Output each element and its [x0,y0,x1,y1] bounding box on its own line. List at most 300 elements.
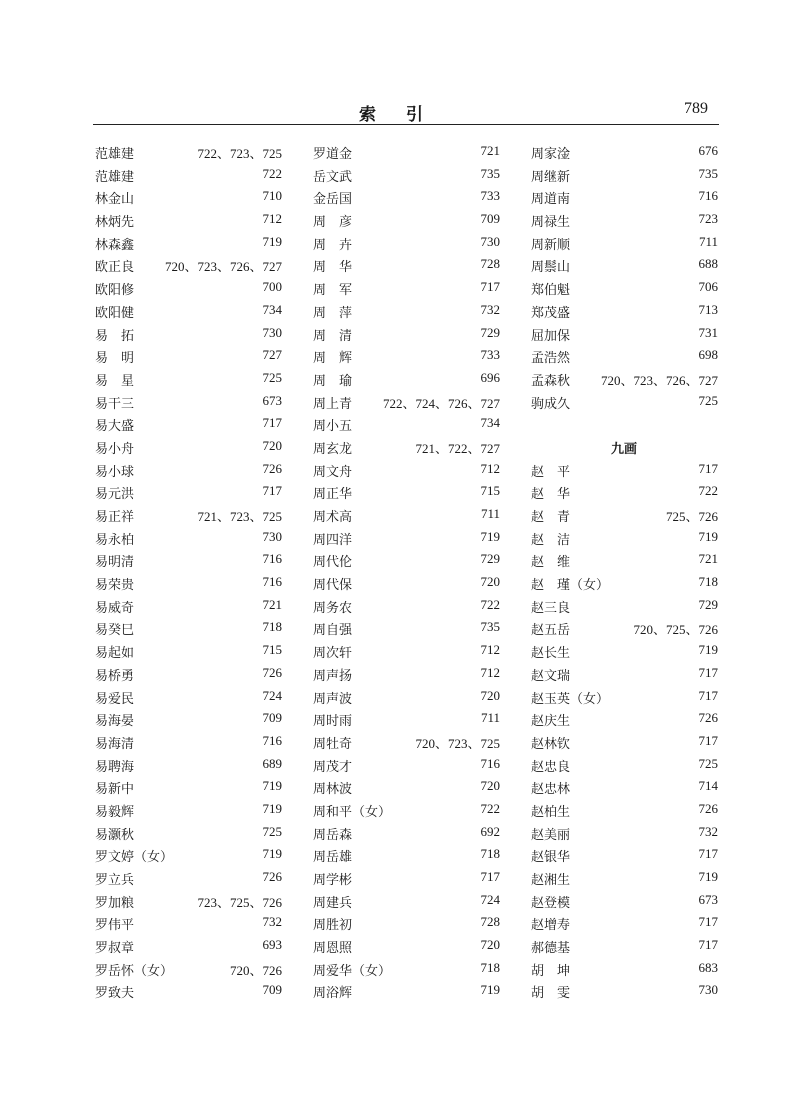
entry-name: 罗加粮 [95,895,135,911]
entry-pages: 716 [262,732,282,748]
entry-name: 赵庆生 [531,714,571,730]
entry-name: 易 明 [95,351,135,367]
section-heading [531,435,718,458]
index-entry [95,367,282,390]
entry-name: 赵林钦 [531,736,571,752]
entry-pages: 730 [698,982,718,998]
entry-name: 周小五 [313,419,353,435]
entry-name: 周务农 [313,600,353,616]
entry-pages: 725 [262,823,282,839]
index-entry [95,707,282,730]
index-entry [531,253,718,276]
entry-pages: 721 [262,596,282,612]
entry-pages: 716 [480,755,500,771]
entry-pages: 719 [480,982,500,998]
entry-pages: 723 [698,211,718,227]
entry-pages: 716 [262,574,282,590]
section-heading-label: 九画 [611,441,638,457]
entry-name: 罗岳怀（女） [95,963,174,979]
entry-pages: 709 [262,710,282,726]
entry-pages: 732 [262,914,282,930]
index-entry [313,435,500,458]
index-entry [95,979,282,1002]
index-entry [531,276,718,299]
entry-pages: 735 [480,619,500,635]
entry-name: 易桥勇 [95,668,135,684]
index-entry [95,503,282,526]
index-column-3 [531,140,718,1002]
entry-name: 赵玉英（女） [531,691,610,707]
entry-pages: 717 [262,415,282,431]
entry-pages: 719 [262,778,282,794]
index-entry [95,548,282,571]
entry-name: 周 辉 [313,351,353,367]
entry-name: 罗道金 [313,147,353,162]
entry-name: 赵三良 [531,600,571,616]
index-entry [95,390,282,413]
entry-name: 罗立兵 [95,873,135,888]
index-entry [531,662,718,685]
entry-pages: 717 [480,869,500,884]
index-entry [531,798,718,821]
entry-name: 周恩照 [313,941,353,957]
index-entry [313,911,500,934]
entry-name: 周声扬 [313,668,353,684]
index-entry [95,299,282,322]
entry-pages: 729 [698,596,718,612]
index-entry [531,957,718,980]
index-entry [313,889,500,912]
entry-pages: 696 [480,369,500,385]
entry-pages: 730 [262,528,282,544]
entry-pages: 717 [698,664,718,680]
entry-name: 周术高 [313,510,353,525]
entry-name: 周上青 [313,396,353,412]
entry-name: 周林波 [313,782,353,798]
index-entry [531,367,718,390]
entry-name: 欧阳修 [95,283,135,299]
entry-name: 赵柏生 [531,804,571,820]
entry-name: 赵美丽 [531,827,571,843]
entry-pages: 712 [480,664,500,680]
index-entry [531,299,718,322]
entry-name: 周四洋 [313,532,353,548]
index-entry [313,390,500,413]
entry-name: 罗致夫 [95,986,135,1002]
index-entry [531,390,718,413]
index-entry [313,662,500,685]
entry-pages: 720 [480,937,500,953]
entry-pages: 719 [698,642,718,658]
entry-pages: 718 [262,619,282,635]
index-entry [313,730,500,753]
entry-name: 周胜初 [313,918,353,934]
entry-name: 周建兵 [313,895,353,911]
index-entry [95,480,282,503]
index-entry [95,435,282,458]
entry-name: 易元洪 [95,487,135,503]
index-entry [313,685,500,708]
entry-name: 孟森秋 [531,373,571,389]
index-entry [95,276,282,299]
entry-name: 罗文婷（女） [95,850,174,866]
index-entry [95,594,282,617]
entry-pages: 726 [698,800,718,816]
index-entry [313,979,500,1002]
entry-name: 孟浩然 [531,351,571,367]
entry-pages: 698 [698,347,718,363]
index-entry [95,821,282,844]
entry-pages: 730 [262,324,282,340]
entry-pages: 728 [480,914,500,930]
entry-pages: 725 [698,392,718,408]
entry-pages: 710 [262,188,282,204]
index-entry [531,140,718,163]
entry-pages: 683 [698,959,718,975]
entry-name: 易起如 [95,646,135,662]
entry-name: 周爱华（女） [313,963,392,979]
entry-name: 林森鑫 [95,237,135,253]
index-entry [313,503,500,526]
index-entry [313,412,500,435]
index-entry [531,979,718,1002]
entry-pages: 717 [698,732,718,748]
entry-pages: 722 [262,165,282,181]
index-entry [531,526,718,549]
entry-pages: 714 [698,778,718,794]
index-entry [313,480,500,503]
index-entry [313,548,500,571]
entry-name: 周 卉 [313,237,353,253]
index-entry [531,889,718,912]
entry-pages: 718 [480,959,500,975]
entry-name: 赵 华 [531,487,571,503]
entry-pages: 720 [262,437,282,453]
index-entry [95,231,282,254]
index-entry [313,185,500,208]
entry-pages: 735 [480,165,500,181]
entry-name: 岳文武 [313,169,353,185]
entry-name: 易小舟 [95,441,135,457]
entry-name: 欧阳健 [95,305,135,321]
entry-name: 易永柏 [95,532,135,548]
entry-pages: 717 [698,846,718,862]
entry-name: 周 彦 [313,215,353,231]
entry-pages: 720、726 [229,962,282,978]
entry-pages: 693 [262,937,282,953]
index-entry [531,480,718,503]
index-entry [95,911,282,934]
index-entry [531,730,718,753]
index-entry [313,571,500,594]
entry-pages: 719 [698,869,718,884]
entry-pages: 717 [698,937,718,953]
entry-pages: 726 [262,460,282,476]
entry-name: 赵增寿 [531,918,571,934]
index-entry [531,163,718,186]
index-entry [313,775,500,798]
entry-name: 周自强 [313,623,353,639]
index-entry [95,458,282,481]
index-entry [531,753,718,776]
index-entry [313,344,500,367]
entry-pages: 733 [480,188,500,204]
entry-pages: 725 [698,755,718,771]
entry-pages: 720、725、726 [633,622,718,638]
index-entry [95,322,282,345]
index-entry [531,934,718,957]
entry-name: 周和平（女） [313,804,392,820]
index-entry [531,185,718,208]
entry-pages: 720、723、725 [415,735,500,751]
entry-pages: 716 [698,188,718,204]
entry-pages: 712 [262,211,282,227]
index-entry [313,208,500,231]
entry-name: 驹成久 [531,396,571,412]
entry-pages: 729 [480,551,500,567]
entry-name: 赵 平 [531,464,571,480]
entry-name: 范雄建 [95,169,135,185]
entry-name: 赵文瑞 [531,668,571,684]
entry-pages: 734 [262,301,282,317]
entry-name: 易大盛 [95,419,135,435]
entry-name: 易海晏 [95,714,135,730]
entry-name: 易海清 [95,736,135,752]
index-entry [313,367,500,390]
index-entry [313,231,500,254]
entry-pages: 730 [480,233,500,249]
entry-pages: 718 [698,574,718,590]
header-rule [93,124,719,125]
entry-pages: 688 [698,256,718,272]
entry-name: 周牡奇 [313,736,353,752]
entry-name: 易灏秋 [95,827,135,843]
index-entry [531,412,718,435]
entry-pages: 720 [480,574,500,590]
index-entry [531,231,718,254]
entry-name: 罗叔章 [95,941,135,957]
index-entry [95,685,282,708]
entry-pages: 709 [480,211,500,227]
entry-name: 周新顺 [531,237,571,253]
entry-name: 易聘海 [95,759,135,775]
entry-name: 易正祥 [95,510,135,525]
entry-name: 易癸巳 [95,623,135,639]
entry-name: 易干三 [95,396,135,412]
index-entry [531,866,718,889]
entry-name: 郑伯魁 [531,283,571,299]
entry-name: 郝德基 [531,941,571,957]
index-entry [313,866,500,889]
entry-name: 周次轩 [313,646,353,662]
entry-pages: 727 [262,347,282,363]
entry-pages: 717 [480,279,500,295]
entry-pages: 729 [480,324,500,340]
entry-name: 周 军 [313,283,353,299]
entry-pages: 720、723、726、727 [600,372,718,388]
index-entry [95,185,282,208]
entry-name: 周浴辉 [313,986,353,1002]
entry-name: 易 星 [95,373,135,389]
index-entry [531,458,718,481]
entry-pages: 725 [262,369,282,385]
entry-name: 易明清 [95,555,135,571]
index-entry [313,526,500,549]
entry-pages: 712 [480,460,500,476]
entry-pages: 724 [480,891,500,907]
entry-name: 胡 雯 [531,986,571,1002]
index-entry [313,276,500,299]
entry-pages: 715 [480,483,500,499]
index-entry [531,344,718,367]
index-entry [95,412,282,435]
entry-pages: 731 [698,324,718,340]
entry-name: 周时雨 [313,714,353,730]
entry-pages: 720 [480,778,500,794]
index-entry [313,299,500,322]
index-entry [313,798,500,821]
entry-pages: 724 [262,687,282,703]
entry-name: 周代伦 [313,555,353,571]
entry-name: 易新中 [95,782,135,798]
entry-name: 范雄建 [95,147,135,162]
entry-pages: 728 [480,256,500,272]
index-entry [313,140,500,163]
index-entry [313,707,500,730]
entry-name: 易小球 [95,464,135,480]
entry-name: 郑茂盛 [531,305,571,321]
entry-pages: 700 [262,279,282,295]
entry-name: 易 拓 [95,328,135,344]
entry-name: 易威奇 [95,600,135,616]
index-entry [95,662,282,685]
entry-name: 周茂才 [313,759,353,775]
index-entry [531,775,718,798]
entry-pages: 726 [262,664,282,680]
index-entry [95,639,282,662]
entry-name: 周正华 [313,487,353,503]
entry-name: 赵湘生 [531,873,571,888]
index-column-1 [95,140,282,1002]
entry-name: 赵 瑾（女） [531,578,610,594]
entry-pages: 676 [698,143,718,158]
entry-name: 易毅辉 [95,804,135,820]
index-entry [95,526,282,549]
entry-name: 周玄龙 [313,441,353,457]
entry-name: 周代保 [313,578,353,594]
entry-pages: 723、725、726 [197,894,282,910]
entry-pages: 719 [262,233,282,249]
index-entry [95,616,282,639]
entry-name: 林炳先 [95,215,135,231]
entry-name: 屈加保 [531,328,571,344]
index-entry [531,616,718,639]
index-entry [95,866,282,889]
entry-pages: 711 [480,710,500,726]
entry-name: 赵忠林 [531,782,571,798]
entry-pages: 673 [262,392,282,408]
index-entry [95,934,282,957]
entry-pages: 719 [262,846,282,862]
entry-pages: 726 [262,869,282,884]
index-entry [95,798,282,821]
entry-name: 赵银华 [531,850,571,866]
entry-pages: 732 [698,823,718,839]
index-entry [95,571,282,594]
entry-pages: 732 [480,301,500,317]
index-entry [531,548,718,571]
index-entry [531,322,718,345]
entry-pages: 719 [698,528,718,544]
index-entry [95,163,282,186]
entry-pages: 717 [698,460,718,476]
index-entry [313,843,500,866]
index-entry [95,253,282,276]
index-entry [531,707,718,730]
entry-pages: 719 [262,800,282,816]
index-entry [531,685,718,708]
entry-pages: 673 [698,891,718,907]
entry-pages: 715 [262,642,282,658]
entry-name: 周 萍 [313,305,353,321]
entry-pages: 722 [698,483,718,499]
entry-name: 周 瑜 [313,373,353,389]
index-column-2 [313,140,500,1002]
index-entry [95,843,282,866]
index-entry [531,503,718,526]
entry-pages: 720 [480,687,500,703]
index-entry [313,639,500,662]
index-entry [313,594,500,617]
entry-pages: 712 [480,642,500,658]
entry-pages: 733 [480,347,500,363]
entry-name: 周鬃山 [531,260,571,276]
entry-pages: 718 [480,846,500,862]
entry-name: 赵长生 [531,646,571,662]
index-entry [95,140,282,163]
index-entry [313,163,500,186]
index-entry [531,843,718,866]
entry-pages: 721 [698,551,718,567]
index-entry [95,957,282,980]
index-entry [531,821,718,844]
index-entry [313,458,500,481]
index-entry [95,889,282,912]
entry-name: 赵 青 [531,510,571,525]
index-entry [313,253,500,276]
index-entry [95,753,282,776]
entry-pages: 720、723、726、727 [164,259,282,275]
entry-pages: 713 [698,301,718,317]
entry-name: 赵五岳 [531,623,571,639]
entry-pages: 722、723、725 [197,146,282,161]
entry-pages: 722、724、726、727 [382,395,500,411]
page-title: 索 引 [359,105,435,125]
entry-pages: 706 [698,279,718,295]
entry-name: 赵登模 [531,895,571,911]
index-entry [95,208,282,231]
entry-pages: 725、726 [665,509,718,524]
entry-pages: 722 [480,800,500,816]
entry-pages: 721、723、725 [197,509,282,524]
index-entry [531,571,718,594]
index-entry [313,753,500,776]
entry-name: 周 华 [313,260,353,276]
entry-name: 罗伟平 [95,918,135,934]
entry-name: 周 清 [313,328,353,344]
entry-pages: 721 [480,143,500,158]
entry-name: 周道南 [531,192,571,208]
